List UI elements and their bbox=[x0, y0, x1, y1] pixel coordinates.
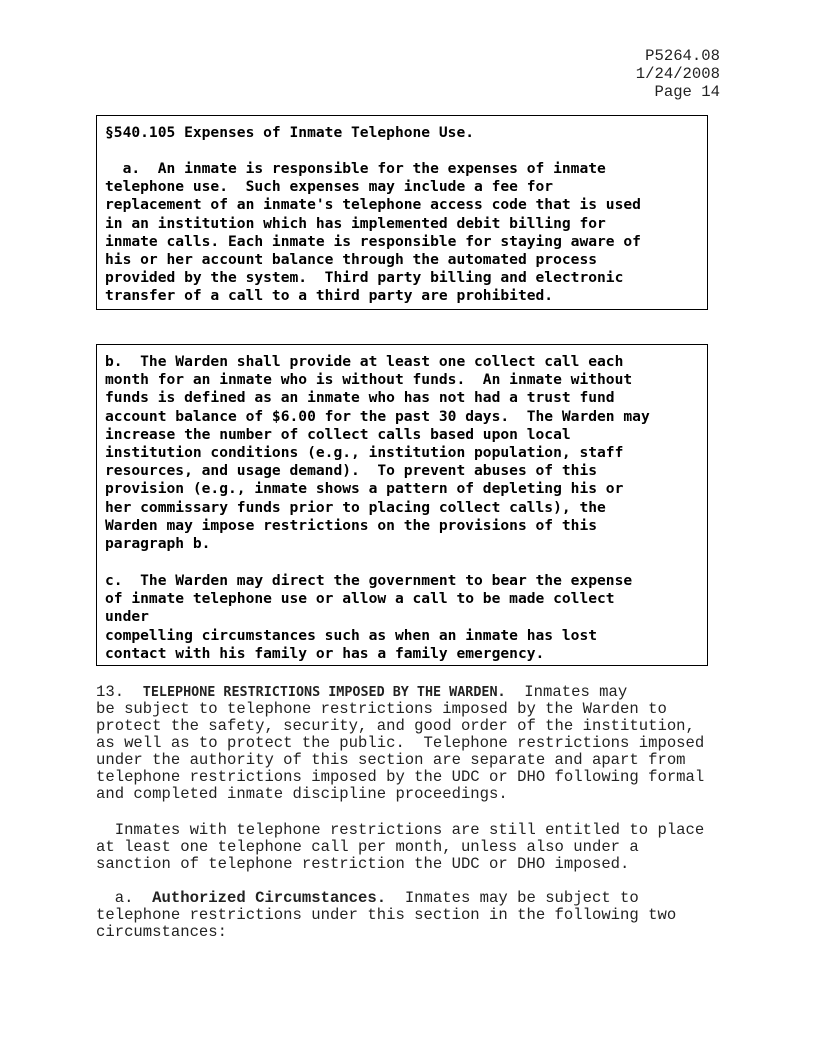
text-line: b. The Warden shall provide at least one collect call each bbox=[105, 353, 624, 370]
document-number: P5264.08 bbox=[645, 47, 720, 65]
text-line: be subject to telephone restrictions imposed by the Warden to bbox=[96, 700, 667, 718]
text-line: Inmates with telephone restrictions are still entitled to place bbox=[96, 821, 705, 839]
section-number: 13. bbox=[96, 683, 143, 701]
text-line: replacement of an inmate's telephone access code that is used bbox=[105, 196, 641, 214]
regulation-box-540-105 bbox=[96, 115, 708, 310]
paragraph-a-heading: Authorized Circumstances. bbox=[152, 889, 387, 907]
text-line: provided by the system. Third party billing and electronic bbox=[105, 269, 624, 287]
text-line: at least one telephone call per month, unless also under a bbox=[96, 838, 639, 856]
page-number: Page 14 bbox=[654, 83, 720, 101]
text-line: her commissary funds prior to placing collect calls), the bbox=[105, 498, 606, 516]
regulation-title: §540.105 Expenses of Inmate Telephone Use. bbox=[105, 124, 475, 141]
text-line: resources, and usage demand). To prevent abuses of this bbox=[105, 462, 598, 480]
text-line: institution conditions (e.g., institution population, staff bbox=[105, 444, 624, 461]
section-first-line-text: Inmates may bbox=[505, 683, 628, 701]
page-header bbox=[636, 47, 720, 101]
text-line: of inmate telephone use or allow a call to be made collect bbox=[105, 590, 615, 608]
text-line: month for an inmate who is without funds. An inmate without bbox=[105, 371, 633, 389]
text-line: increase the number of collect calls based upon local bbox=[105, 425, 571, 443]
text-line: transfer of a call to a third party are prohibited. bbox=[105, 287, 554, 305]
text-line: provision (e.g., inmate shows a pattern of depleting his or bbox=[105, 480, 624, 498]
text-line: paragraph b. bbox=[105, 535, 211, 552]
text-line: circumstances: bbox=[96, 923, 228, 941]
text-line: and completed inmate discipline proceedings. bbox=[96, 785, 508, 803]
document-date: 1/24/2008 bbox=[635, 65, 720, 83]
text-line: telephone restrictions imposed by the UDC or DHO following formal bbox=[96, 768, 705, 786]
text-line: a. An inmate is responsible for the expenses of inmate bbox=[105, 160, 606, 177]
text-line: telephone restrictions under this section in the following two bbox=[96, 906, 677, 924]
section-heading: TELEPHONE RESTRICTIONS IMPOSED BY THE WARDEN. bbox=[142, 685, 506, 700]
paragraph-a-prefix: a. bbox=[96, 889, 153, 907]
text-line: funds is defined as an inmate who has not had a trust fund bbox=[105, 389, 615, 407]
text-line: c. The Warden may direct the government to bear the expense bbox=[105, 572, 633, 589]
paragraph-a-first-line bbox=[96, 889, 639, 907]
text-line: telephone use. Such expenses may include a fee for bbox=[105, 178, 554, 196]
text-line: under bbox=[105, 608, 149, 626]
text-line: under the authority of this section are separate and apart from bbox=[96, 751, 686, 769]
text-line: his or her account balance through the automated process bbox=[105, 251, 598, 268]
text-line: contact with his family or has a family emergency. bbox=[105, 644, 545, 662]
text-line: sanction of telephone restriction the UDC or DHO imposed. bbox=[96, 855, 630, 873]
text-line: compelling circumstances such as when an inmate has lost bbox=[105, 626, 598, 644]
text-line: inmate calls. Each inmate is responsible for staying aware of bbox=[105, 232, 641, 250]
text-line: in an institution which has implemented debit billing for bbox=[105, 214, 606, 232]
paragraph-a-first-line-text: Inmates may be subject to bbox=[386, 889, 639, 907]
text-line: protect the safety, security, and good order of the institution, bbox=[96, 717, 695, 735]
text-line: account balance of $6.00 for the past 30 days. The Warden may bbox=[105, 407, 650, 425]
regulation-box-b-c bbox=[96, 344, 708, 666]
text-line: as well as to protect the public. Telephone restrictions imposed bbox=[96, 734, 705, 752]
text-line: Warden may impose restrictions on the provisions of this bbox=[105, 516, 598, 534]
